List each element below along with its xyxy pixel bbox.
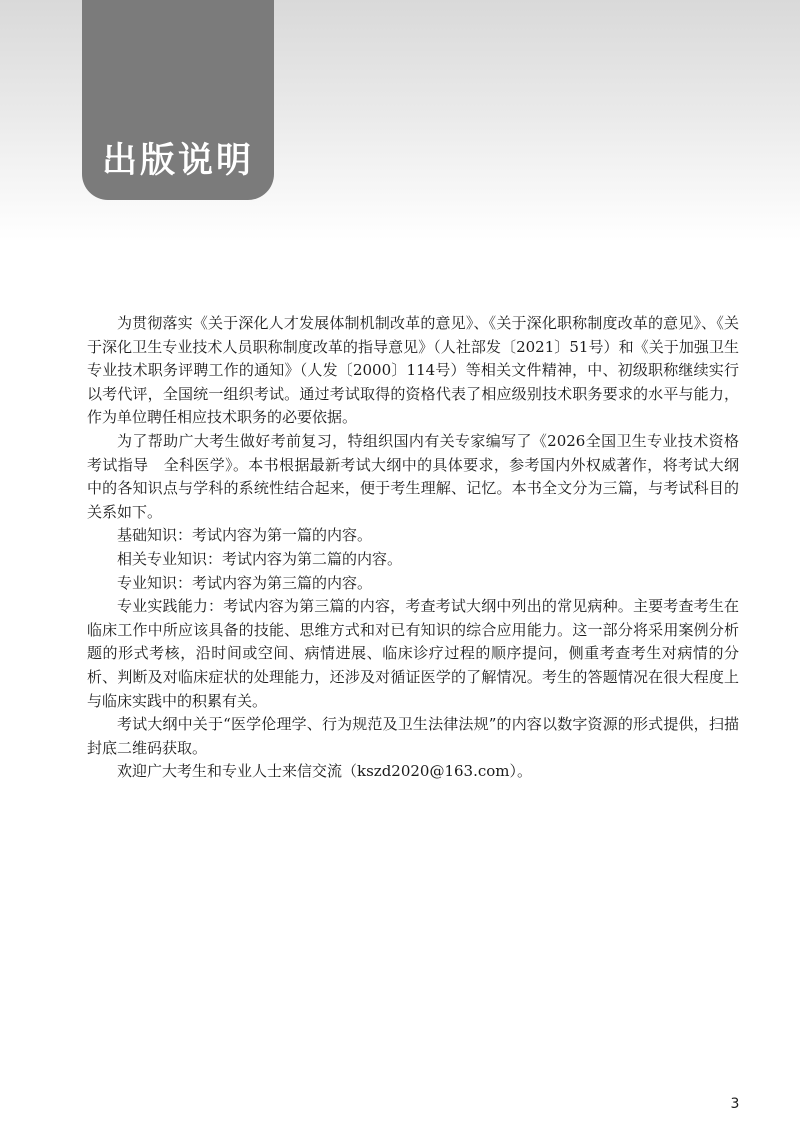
- page-number: 3: [730, 1096, 740, 1112]
- paragraph: 为了帮助广大考生做好考前复习，特组织国内有关专家编写了《2026全国卫生专业技术资格考试指导 全科医学》。本书根据最新考试大纲中的具体要求，参考国内外权威著作，将考试大纲中的各知识点与学科的系统性结合起来，便于考生理解、记忆。本书全文分为三篇，与考试科目的关系如下。: [87, 431, 739, 521]
- paragraph: 基础知识：考试内容为第一篇的内容。: [117, 526, 373, 545]
- paragraph: 相关专业知识：考试内容为第二篇的内容。: [117, 549, 403, 568]
- paragraph: 专业实践能力：考试内容为第三篇的内容，考查考试大纲中列出的常见病种。主要考查考生在临床工作中所应该具备的技能、思维方式和对已有知识的综合应用能力。这一部分将采用案例分析题的形式考核，沿时间或空间、病情进展、临床诊疗过程的顺序提问，侧重考查考生对病情的分析、判断及对临床症状的处理能力，还涉及对循证医学的了解情况。考生的答题情况在很大程度上与临床实践中的积累有关。: [87, 597, 739, 710]
- paragraph: 专业知识：考试内容为第三篇的内容。: [117, 573, 373, 592]
- paragraph: 欢迎广大考生和专业人士来信交流（kszd2020@163.com）。: [117, 762, 533, 781]
- paragraph: 考试大纲中关于“医学伦理学、行为规范及卫生法律法规”的内容以数字资源的形式提供，扫描封底二维码获取。: [87, 715, 739, 757]
- title-tab: [82, 0, 274, 200]
- body-text: [87, 312, 739, 784]
- header-band: [0, 0, 800, 240]
- paragraph: 为贯彻落实《关于深化人才发展体制机制改革的意见》、《关于深化职称制度改革的意见》、《关于深化卫生专业技术人员职称制度改革的指导意见》（人社部发〔2021〕51号）和《关于加强卫生专业技术职务评聘工作的通知》（人发〔2000〕114号）等相关文件精神，中、初级职称继续实行以考代评，全国统一组织考试。通过考试取得的资格代表了相应级别技术职务要求的水平与能力，作为单位聘任相应技术职务的必要依据。: [87, 314, 739, 427]
- page-title: 出版说明: [101, 141, 254, 181]
